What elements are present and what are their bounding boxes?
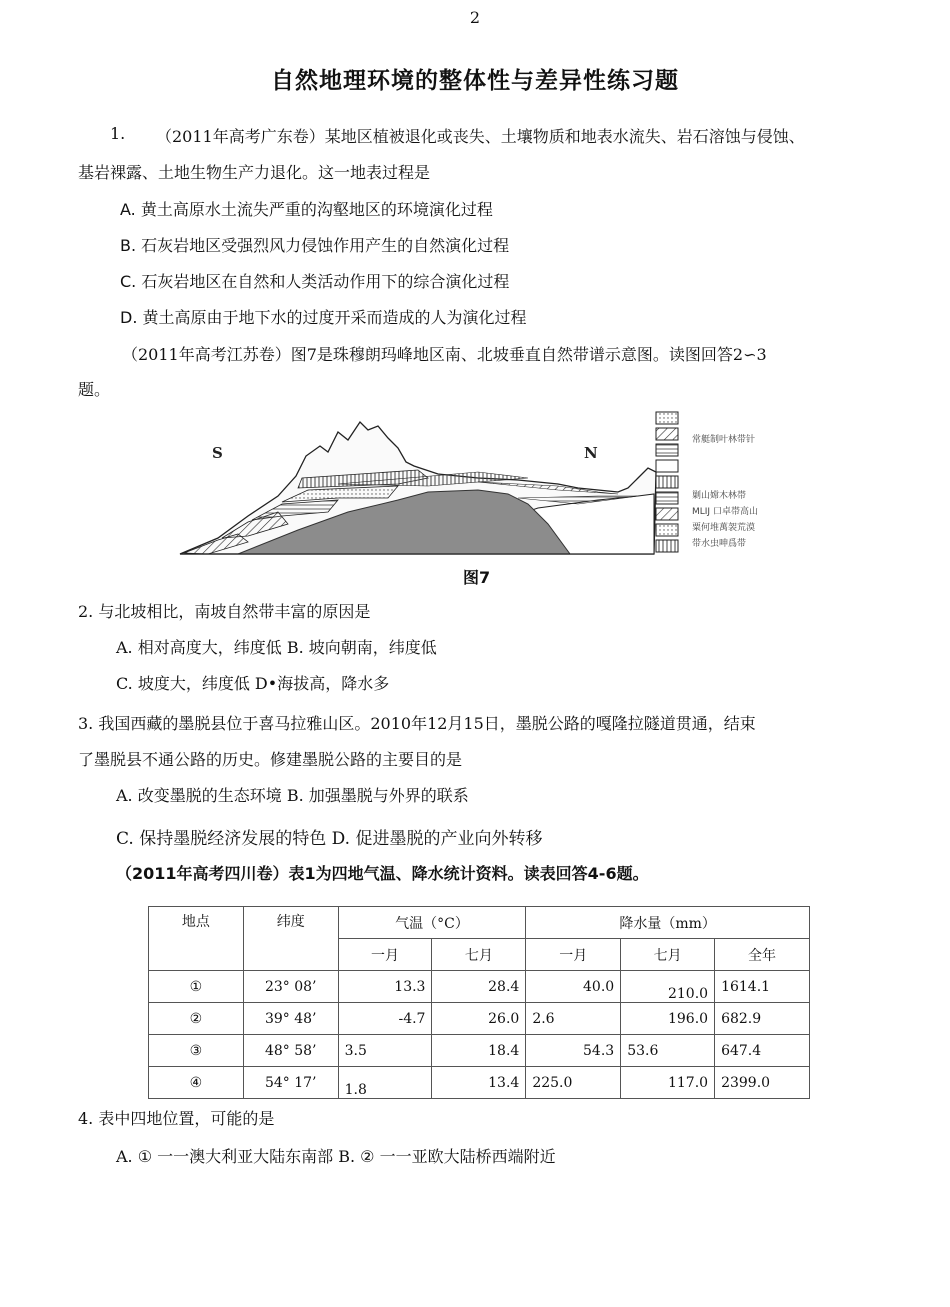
cell-place: ③ (149, 1035, 244, 1067)
cell-temp-jul: 13.4 (432, 1067, 526, 1099)
label-north: N (584, 444, 598, 462)
cell-precip-jan: 54.3 (526, 1035, 621, 1067)
table-row (149, 1067, 810, 1099)
header-precipitation: 降水量（mm） (526, 907, 810, 939)
cell-precip-jul: 53.6 (621, 1035, 715, 1067)
cell-place: ④ (149, 1067, 244, 1099)
label-south: S (212, 444, 223, 462)
q4-options-ab: A. ① 一一澳大利亚大陆东南部 B. ② 一一亚欧大陆桥西端附近 (116, 1147, 556, 1166)
cell-precip-jan: 2.6 (526, 1003, 621, 1035)
legend-label-2: 剿山嫦木林帯 (692, 491, 747, 501)
q1-option-c: C. 石灰岩地区在自然和人类活动作用下的综合演化过程 (120, 272, 510, 291)
q3-options-cd: C. 保持墨脱经济发展的特色 D. 促进墨脱的产业向外转移 (116, 829, 543, 849)
intro-q2-3-line2: 题。 (78, 380, 111, 399)
legend-label-1: 常艇制叶林带针 (692, 435, 756, 445)
q3-stem-line1: 3. 我国西藏的墨脱县位于喜马拉雅山区。2010年12月15日，墨脱公路的嘎隆拉隧道贯通，结束 (78, 714, 756, 733)
cell-precip-year: 682.9 (715, 1003, 810, 1035)
q3-options-ab: A. 改变墨脱的生态环境 B. 加强墨脱与外界的联系 (116, 786, 469, 805)
vertical-zonation-diagram (178, 408, 778, 560)
cell-temp-jul: 18.4 (432, 1035, 526, 1067)
cell-precip-jul: 117.0 (621, 1067, 715, 1099)
legend-label-4: 粟何堆萬袈荒漠 (692, 523, 756, 533)
cell-place: ① (149, 971, 244, 1003)
cell-temp-jan: -4.7 (338, 1003, 432, 1035)
header-temp-jul: 七月 (432, 939, 526, 971)
q1-number: 1. (110, 124, 126, 143)
cell-precip-jan: 40.0 (526, 971, 621, 1003)
header-precip-jul: 七月 (621, 939, 715, 971)
table-row (149, 971, 810, 1003)
cell-temp-jan: 1.8 (338, 1067, 432, 1099)
q3-stem-line2: 了墨脱县不通公路的历史。修建墨脱公路的主要目的是 (78, 750, 463, 769)
legend-swatches (656, 412, 678, 552)
q2-options-cd: C. 坡度大，纬度低 D•海拔高，降水多 (116, 674, 390, 693)
cell-temp-jul: 28.4 (432, 971, 526, 1003)
header-place: 地点 (149, 907, 244, 971)
climate-table (148, 906, 810, 1099)
header-precip-annual: 全年 (715, 939, 810, 971)
q4-stem: 4. 表中四地位置，可能的是 (78, 1109, 275, 1128)
q1-option-a: A. 黄土高原水土流失严重的沟壑地区的环境演化过程 (120, 200, 493, 219)
q1-option-d: D. 黄土高原由于地下水的过度开采而造成的人为演化过程 (120, 308, 527, 327)
intro-q4-6: （2011年高考四川卷）表1为四地气温、降水统计资料。读表回答4-6题。 (116, 864, 649, 883)
header-temp-jan: 一月 (338, 939, 432, 971)
figure-7 (178, 408, 778, 560)
q1-stem-line1: （2011年高考广东卷）某地区植被退化或丧失、土壤物质和地表水流失、岩石溶蚀与侵蚀、 (156, 127, 805, 146)
cell-lat: 23° 08’ (243, 971, 338, 1003)
intro-q2-3-line1: （2011年高考江苏卷）图7是珠穆朗玛峰地区南、北坡垂直自然带谱示意图。读图回答2∽3 (122, 345, 767, 364)
cell-lat: 54° 17’ (243, 1067, 338, 1099)
header-temperature: 气温（°C） (338, 907, 526, 939)
legend-label-3: MLIJ 口卓帯高山 (692, 507, 758, 517)
cell-lat: 39° 48’ (243, 1003, 338, 1035)
cell-lat: 48° 58’ (243, 1035, 338, 1067)
table-row (149, 1003, 810, 1035)
cell-precip-year: 647.4 (715, 1035, 810, 1067)
cell-temp-jan: 3.5 (338, 1035, 432, 1067)
cell-precip-year: 2399.0 (715, 1067, 810, 1099)
page-number: 2 (469, 8, 481, 27)
page-title: 自然地理环境的整体性与差异性练习题 (271, 68, 679, 94)
header-latitude: 纬度 (243, 907, 338, 971)
header-precip-jan: 一月 (526, 939, 621, 971)
q1-stem-line2: 基岩裸露、土地生物生产力退化。这一地表过程是 (78, 163, 431, 182)
table-row (149, 1035, 810, 1067)
cell-precip-year: 1614.1 (715, 971, 810, 1003)
cell-temp-jul: 26.0 (432, 1003, 526, 1035)
q2-options-ab: A. 相对高度大，纬度低 B. 坡向朝南，纬度低 (116, 638, 437, 657)
cell-precip-jul: 196.0 (621, 1003, 715, 1035)
cell-temp-jan: 13.3 (338, 971, 432, 1003)
cell-precip-jan: 225.0 (526, 1067, 621, 1099)
q2-stem: 2. 与北坡相比，南坡自然带丰富的原因是 (78, 602, 371, 621)
legend-label-5: 带水虫呻爲带 (692, 539, 747, 549)
figure-caption: 图7 (463, 568, 491, 587)
q1-option-b: B. 石灰岩地区受强烈风力侵蚀作用产生的自然演化过程 (120, 236, 510, 255)
cell-precip-jul: 210.0 (621, 971, 715, 1003)
cell-place: ② (149, 1003, 244, 1035)
